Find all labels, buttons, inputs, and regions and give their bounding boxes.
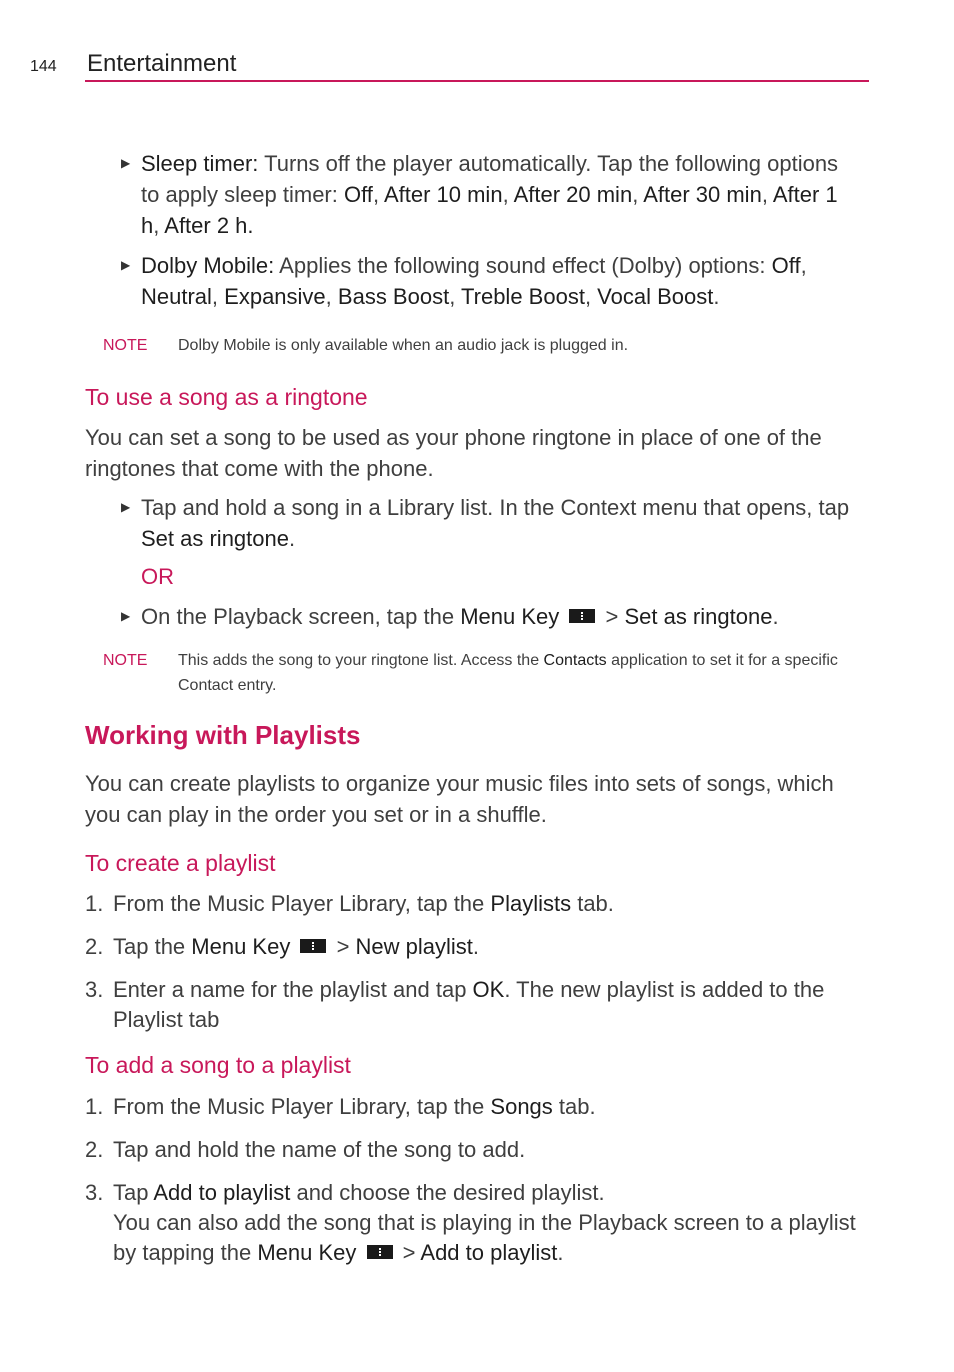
option: Expansive: [224, 284, 326, 309]
note-text-post: application to set it for a specific Contact entry.: [178, 652, 838, 694]
step-text: [113, 975, 873, 1035]
ringtone-intro-text: You can set a song to be used as your phone ringtone in place of one of the ringtones that come with the phone.: [85, 425, 822, 481]
section-title: Entertainment: [87, 50, 237, 77]
option: After 2 h.: [164, 213, 254, 238]
ringtone-bullet-1: ▶ Tap and hold a song in a Library list. In the Context menu that opens, tap Set as ringtone.: [141, 492, 861, 554]
playlists-intro: [85, 768, 875, 830]
bullet-arrow-icon: ▶: [121, 500, 131, 514]
ringtone-heading: To use a song as a ringtone: [85, 384, 368, 410]
step-text-pre: Enter a name for the playlist and tap: [113, 977, 473, 1002]
menu-key-label: Menu Key: [257, 1240, 357, 1265]
option: Treble Boost: [461, 284, 585, 309]
step-extra-text: You can also add the song that is playing in the Playback screen to a playlist by tapping the: [113, 1210, 856, 1265]
option: Off: [343, 182, 373, 207]
ringtone-bullet-2: ▶ On the Playback screen, tap the Menu Key > Set as ringtone.: [141, 601, 861, 632]
step-text-post: . The new playlist is added to the Playlist tab: [113, 977, 825, 1032]
header-rule: [85, 80, 869, 82]
option: After 20 min: [513, 182, 633, 207]
step-text-post: tab.: [552, 1094, 596, 1119]
menu-key-label: Menu Key: [191, 934, 291, 959]
dolby-bullet: ▶ Dolby Mobile: Applies the following sound effect (Dolby) options: Off, Neutral, Expansive, Bass Boost, Treble Boost, Vocal Boost.: [141, 250, 861, 312]
menu-key-icon: [300, 939, 326, 953]
note-text: Dolby Mobile is only available when an audio jack is plugged in.: [178, 337, 629, 354]
note-label: NOTE: [103, 337, 148, 354]
step-number: 1.: [85, 1094, 104, 1119]
step-text-pre: From the Music Player Library, tap the: [113, 891, 491, 916]
step-text-post: and choose the desired playlist.: [290, 1180, 605, 1205]
add-to-playlist-label: Add to playlist: [153, 1180, 291, 1205]
menu-key-icon: [569, 609, 595, 623]
playlists-tab-label: Playlists: [490, 891, 572, 916]
option: Bass Boost: [337, 284, 450, 309]
note-text-pre: This adds the song to your ringtone list. Access the: [178, 652, 544, 669]
bullet-text: On the Playback screen, tap the: [141, 604, 461, 629]
step-text-pre: Tap the: [113, 934, 192, 959]
add-song-heading: To add a song to a playlist: [85, 1052, 351, 1078]
option: Off: [771, 253, 801, 278]
set-as-ringtone-label: Set as ringtone: [141, 526, 289, 551]
create-playlist-heading: To create a playlist: [85, 850, 276, 876]
step-number: 3.: [85, 1180, 104, 1205]
option: Neutral: [141, 284, 212, 309]
step-text: [113, 1092, 873, 1122]
step-text: Tap Add to playlist and choose the desired playlist. You can also add the song that is playing in the Playback screen to a playlist by tapping the Menu Key > Add to playlist.: [113, 1180, 856, 1265]
step-number: 3.: [85, 977, 104, 1002]
step-text-pre: From the Music Player Library, tap the: [113, 1094, 491, 1119]
step-text-post: tab.: [571, 891, 614, 916]
step-text: Tap the Menu Key > New playlist.: [113, 934, 480, 959]
step-text-pre: Tap: [113, 1180, 154, 1205]
menu-key-icon: [367, 1245, 393, 1259]
ok-label: OK: [472, 977, 505, 1002]
contacts-label: Contacts: [543, 652, 607, 669]
step-number: 2.: [85, 1137, 104, 1162]
menu-key-label: Menu Key: [460, 604, 560, 629]
add-to-playlist-label: Add to playlist: [420, 1240, 558, 1265]
page-number: 144: [30, 58, 57, 75]
songs-tab-label: Songs: [490, 1094, 553, 1119]
option: After 30 min: [643, 182, 762, 207]
set-as-ringtone-label: Set as ringtone: [624, 604, 773, 629]
bullet-arrow-icon: ▶: [121, 609, 131, 623]
dolby-label: Dolby Mobile:: [141, 253, 275, 278]
bullet-arrow-icon: ▶: [121, 156, 131, 170]
step-text: [113, 889, 873, 919]
option: After 10 min: [383, 182, 503, 207]
bullet-arrow-icon: ▶: [121, 258, 131, 272]
playlists-heading: Working with Playlists: [85, 720, 361, 750]
step-number: 1.: [85, 891, 104, 916]
option: After 1 h: [141, 182, 838, 238]
sleep-timer-bullet: ▶ Sleep timer: Turns off the player automatically. Tap the following options to apply sleep timer: Off, After 10 min, After 20 min, After 30 min, After 1 h, After 2 h.: [141, 148, 861, 241]
note-label: NOTE: [103, 652, 148, 669]
bullet-text: Tap and hold a song in a Library list. In the Context menu that opens, tap: [141, 495, 850, 520]
step-text: Tap and hold the name of the song to add.: [113, 1137, 526, 1162]
dolby-text: Applies the following sound effect (Dolby) options:: [274, 253, 772, 278]
sleep-timer-label: Sleep timer:: [141, 151, 259, 176]
note-text: [178, 648, 858, 698]
playlists-intro-text: You can create playlists to organize your music files into sets of songs, which you can play in the order you set or in a shuffle.: [85, 771, 834, 827]
new-playlist-label: New playlist: [355, 934, 473, 959]
step-number: 2.: [85, 934, 104, 959]
or-label: OR: [141, 564, 174, 589]
option: Vocal Boost: [597, 284, 714, 309]
sleep-timer-text: Turns off the player automatically. Tap the following options to apply sleep timer:: [141, 151, 839, 207]
ringtone-intro: [85, 422, 875, 484]
